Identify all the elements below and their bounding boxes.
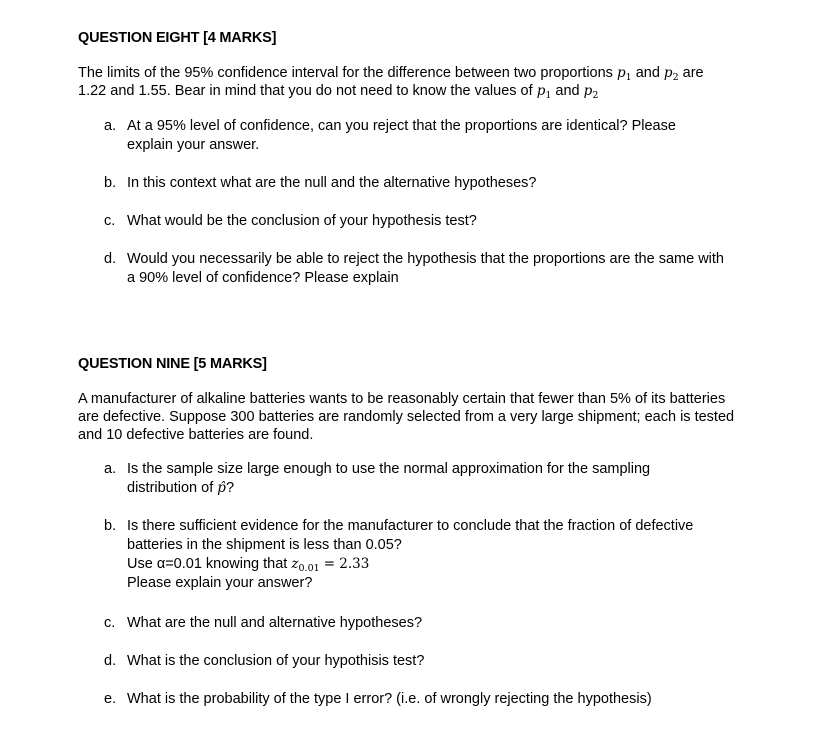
q8-item-c: c. What would be the conclusion of your hypothesis test?	[104, 213, 477, 229]
q9-item-e: e. What is the probability of the type I error? (i.e. of wrongly rejecting the hypothesis)	[104, 691, 652, 707]
question-nine-heading: QUESTION NINE [5 MARKS]	[78, 356, 267, 372]
q8-item-a: a. At a 95% level of confidence, can you reject that the proportions are identical? Please explain your answer.	[104, 118, 676, 153]
z-critical-value: = 2.33	[323, 556, 370, 572]
p2-symbol: $p_2$	[663, 65, 679, 83]
question-eight-intro	[78, 64, 758, 100]
q8-item-b: b. In this context what are the null and the alternative hypotheses?	[104, 175, 537, 191]
p1-symbol: $p_1$	[616, 65, 632, 83]
z-critical-symbol: $z_{0.01}$	[291, 556, 320, 574]
q9-b-alpha: Use α=0.01 knowing that	[127, 556, 288, 572]
intro-text-1-end: are	[682, 65, 704, 81]
q9-item-a: a. Is the sample size large enough to use the normal approximation for the sampling distribution of p̂?	[104, 461, 651, 496]
intro-and-1: and	[635, 65, 660, 81]
p2-symbol-2: $p_2$	[583, 83, 599, 101]
q8-item-d: d. Would you necessarily be able to reject the hypothesis that the proportions are the same with a 90% level of confidence? Please explain	[104, 251, 724, 286]
question-eight-heading: QUESTION EIGHT [4 MARKS]	[78, 30, 277, 46]
p-hat-symbol: p̂	[217, 479, 226, 496]
intro-and-2: and	[555, 83, 580, 99]
q9-item-c: c. What are the null and alternative hypotheses?	[104, 615, 423, 631]
q9-b-explain: Please explain your answer?	[127, 575, 313, 591]
intro-text-1: The limits of the 95% confidence interval for the difference between two proportions	[78, 65, 613, 81]
intro-text-2: 1.22 and 1.55. Bear in mind that you do not need to know the values of	[78, 83, 533, 99]
p1-symbol-2: $p_1$	[536, 83, 552, 101]
q9-item-d: d. What is the conclusion of your hypothisis test?	[104, 653, 425, 669]
q9-b-text: Is there sufficient evidence for the manufacturer to conclude that the fraction of defective batteries in the shipment is less than 0.05?	[127, 518, 694, 553]
question-nine-intro: A manufacturer of alkaline batteries wants to be reasonably certain that fewer than 5% of its batteries are defective. Suppose 300 batteries are randomly selected from a very large shipment; each is tested and 10 defective batteries are found.	[78, 391, 735, 443]
q9-item-b: b. Is there sufficient evidence for the manufacturer to conclude that the fraction of defective batteries in the shipment is less than 0.05? Use α=0.01 knowing that $z_{0.01} = 2.33$ Please explain your answer?	[104, 518, 694, 591]
q9-a-text: Is the sample size large enough to use the normal approximation for the sampling distribution of	[127, 461, 651, 496]
